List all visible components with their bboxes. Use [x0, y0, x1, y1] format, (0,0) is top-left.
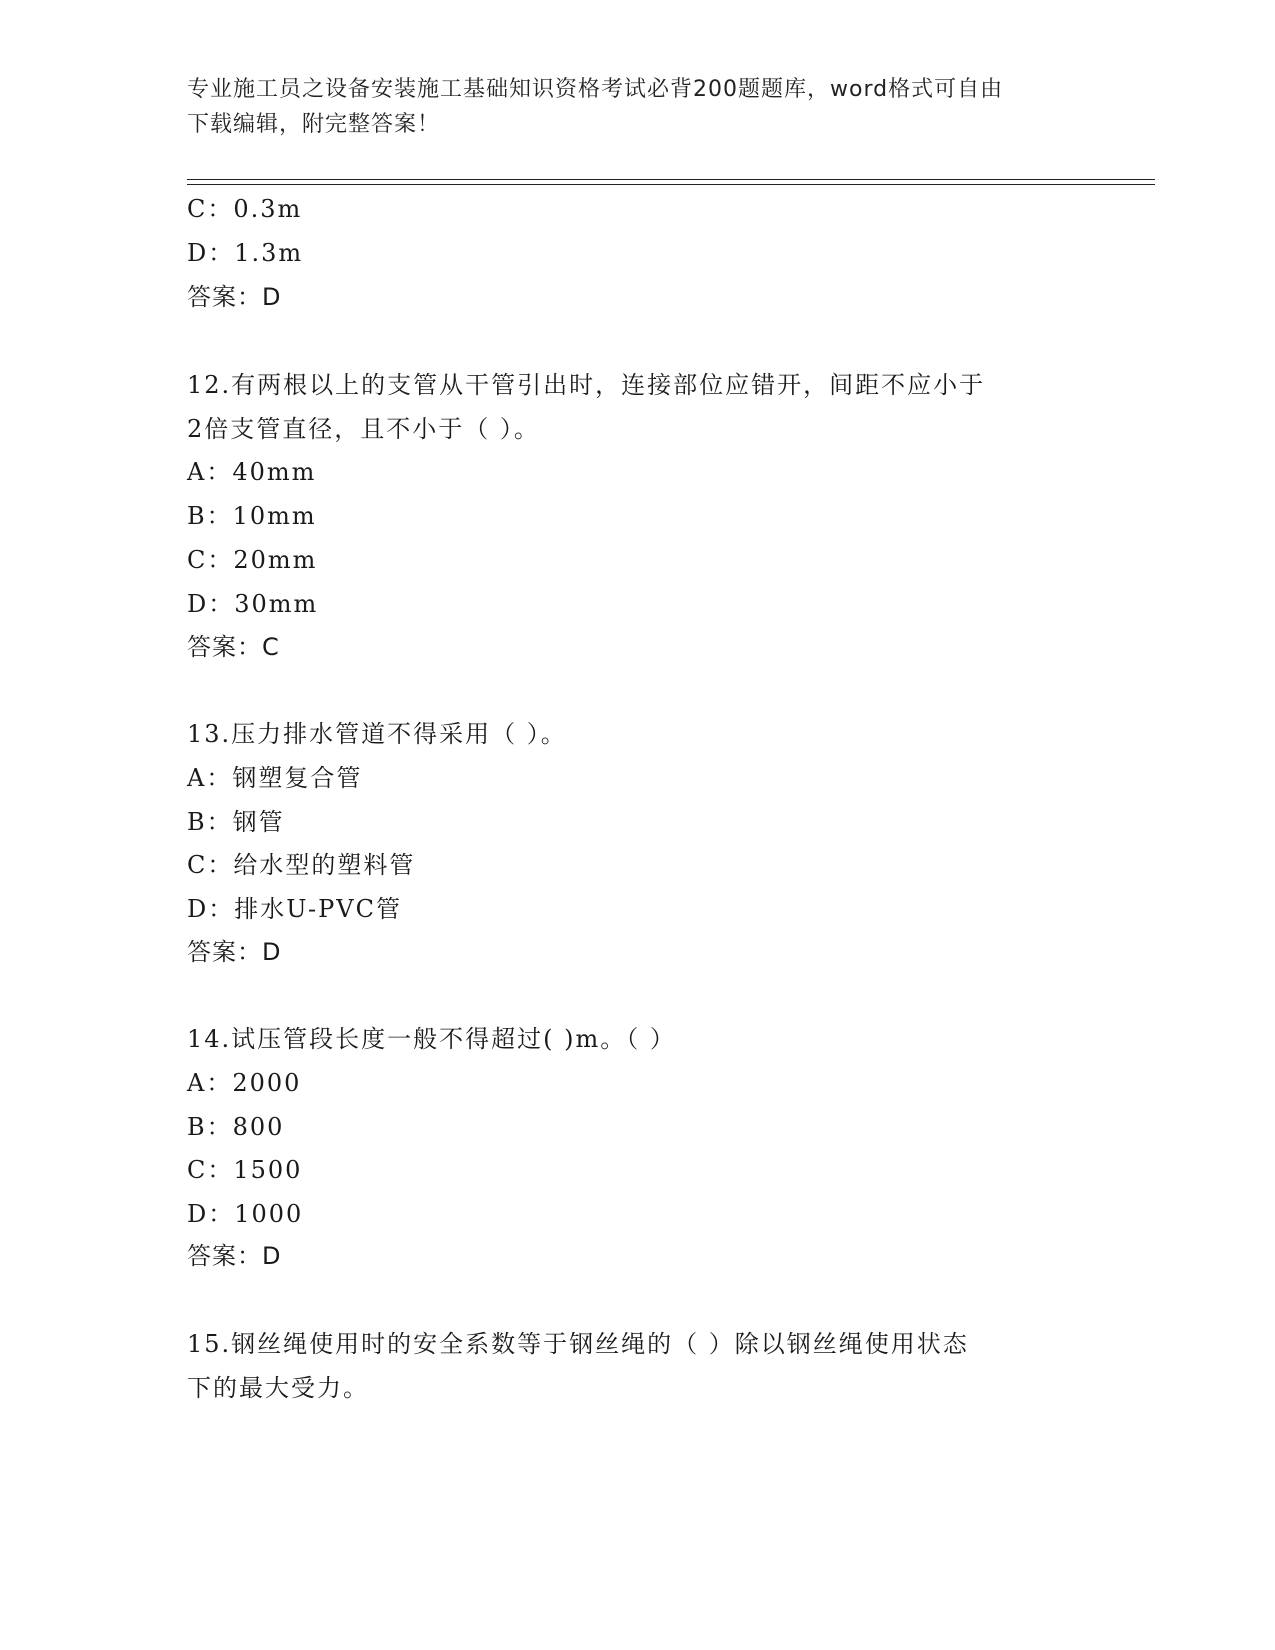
question-12-option-a: A：40mm	[187, 458, 317, 486]
question-13-option-a: A：钢塑复合管	[187, 764, 363, 792]
question-13-option-b: B：钢管	[187, 808, 285, 836]
question-12-stem-line-1: 12.有两根以上的支管从干管引出时，连接部位应错开，间距不应小于	[187, 371, 986, 399]
question-14-option-a: A：2000	[187, 1069, 302, 1097]
question-12-option-b: B：10mm	[187, 502, 317, 530]
question-13-option-d: D：排水U-PVC管	[187, 895, 402, 923]
header-line-2: 下载编辑，附完整答案！	[187, 112, 441, 137]
option-c: C：0.3m	[187, 195, 303, 223]
question-12-answer: 答案：C	[187, 633, 280, 661]
question-12-option-c: C：20mm	[187, 546, 318, 574]
question-15-stem-line-2: 下的最大受力。	[187, 1374, 369, 1402]
question-14-stem-line-1: 14.试压管段长度一般不得超过( )m。（ ）	[187, 1025, 676, 1053]
question-15-stem-line-1: 15.钢丝绳使用时的安全系数等于钢丝绳的（ ）除以钢丝绳使用状态	[187, 1330, 969, 1358]
header-line-1: 专业施工员之设备安装施工基础知识资格考试必背200题题库，word格式可自由	[187, 77, 1004, 102]
question-13-option-c: C：给水型的塑料管	[187, 851, 416, 879]
question-14-answer: 答案：D	[187, 1242, 282, 1270]
answer: 答案：D	[187, 283, 282, 311]
question-13-answer: 答案：D	[187, 938, 282, 966]
question-12-option-d: D：30mm	[187, 590, 319, 618]
header-divider-bottom	[187, 184, 1155, 185]
question-13-stem-line-1: 13.压力排水管道不得采用（ ）。	[187, 720, 567, 748]
option-d: D：1.3m	[187, 239, 304, 267]
question-12-stem-line-2: 2倍支管直径，且不小于（ ）。	[187, 415, 540, 443]
question-14-option-d: D：1000	[187, 1200, 304, 1228]
question-14-option-c: C：1500	[187, 1156, 303, 1184]
question-14-option-b: B：800	[187, 1113, 285, 1141]
header-divider-top	[187, 179, 1155, 180]
document-header	[187, 72, 1067, 142]
